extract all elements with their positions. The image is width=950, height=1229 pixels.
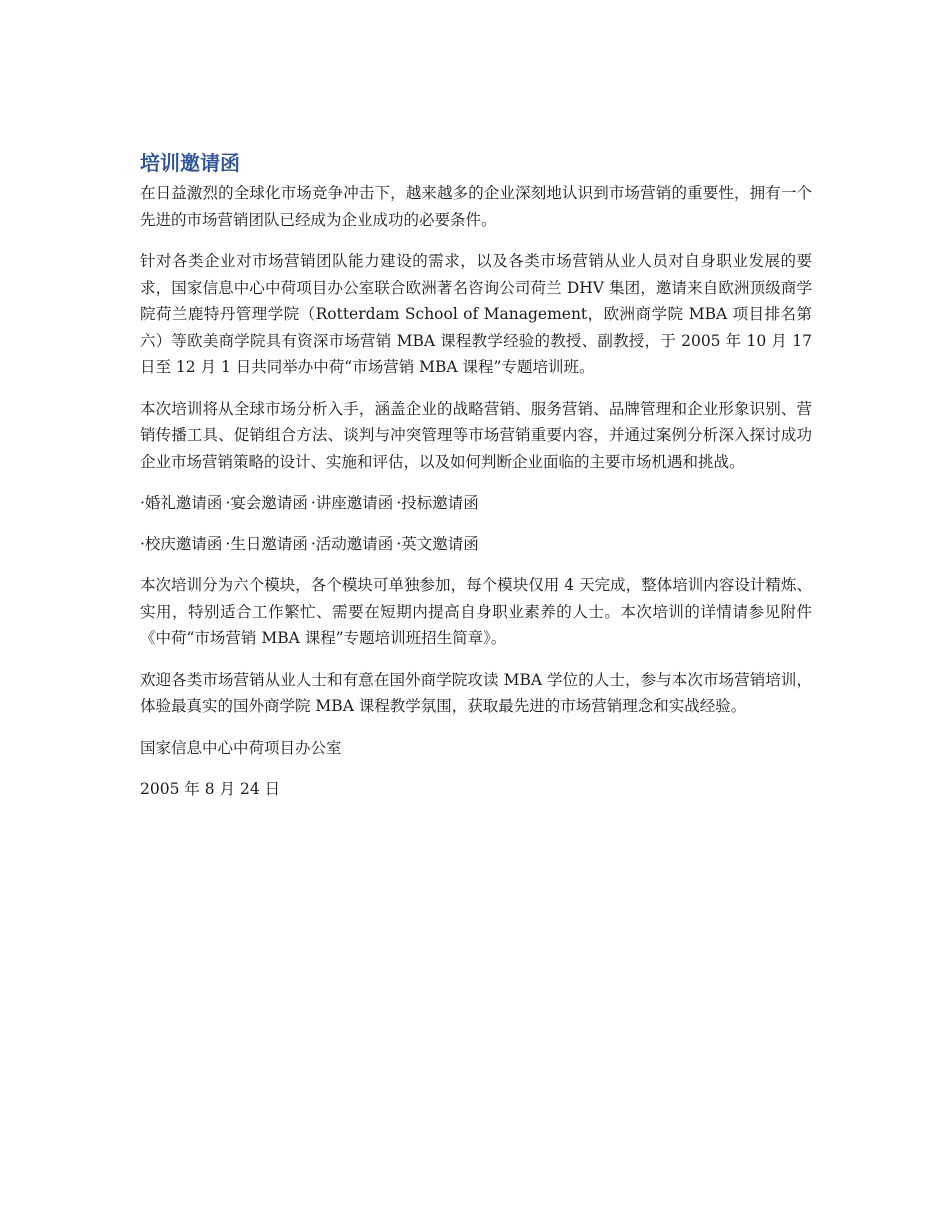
paragraph-content: 本次培训将从全球市场分析入手，涵盖企业的战略营销、服务营销、品牌管理和企业形象识别、营销传播工具、促销组合方法、谈判与冲突管理等市场营销重要内容，并通过案例分析深入探讨成功企业市场营销策略的设计、实施和评估，以及如何判断企业面临的主要市场机遇和挑战。 <box>140 399 812 471</box>
link-anniversary-invitation[interactable]: ·校庆邀请函 <box>140 535 223 553</box>
signature: 国家信息中心中荷项目办公室 <box>140 738 342 757</box>
link-english-invitation[interactable]: ·英文邀请函 <box>396 535 479 553</box>
paragraph-intro: 在日益激烈的全球化市场竞争冲击下，越来越多的企业深刻地认识到市场营销的重要性，拥有一个先进的市场营销团队已经成为企业成功的必要条件。 <box>140 184 812 229</box>
link-banquet-invitation[interactable]: ·宴会邀请函 <box>225 494 308 512</box>
related-links-row-1 <box>140 490 812 516</box>
date: 2005 年 8 月 24 日 <box>140 780 281 798</box>
link-wedding-invitation[interactable]: ·婚礼邀请函 <box>140 494 223 512</box>
document-title: 培训邀请函 <box>140 151 240 175</box>
paragraph-background: 针对各类企业对市场营销团队能力建设的需求，以及各类市场营销从业人员对自身职业发展的要求，国家信息中心中荷项目办公室联合欧洲著名咨询公司荷兰 DHV 集团，邀请来自欧洲顶级商学院荷兰鹿特丹管理学院（Rotterdam School of Management，欧洲商学院 MBA 项目排名第六）等欧美商学院具有资深市场营销 MBA 课程教学经验的教授、副教授，于 2005 年 10 月 17 日至 12 月 1 日共同举办中荷“市场营销 MBA 课程”专题培训班。 <box>140 252 812 376</box>
paragraph-welcome: 欢迎各类市场营销从业人士和有意在国外商学院攻读 MBA 学位的人士，参与本次市场营销培训，体验最真实的国外商学院 MBA 课程教学氛围，获取最先进的市场营销理念和实战经验。 <box>140 670 812 715</box>
link-lecture-invitation[interactable]: ·讲座邀请函 <box>310 494 394 512</box>
related-links-row-2 <box>140 531 812 557</box>
link-event-invitation[interactable]: ·活动邀请函 <box>310 535 394 553</box>
link-bid-invitation[interactable]: ·投标邀请函 <box>396 494 479 512</box>
document-page <box>140 148 812 818</box>
paragraph-modules: 本次培训分为六个模块，各个模块可单独参加，每个模块仅用 4 天完成，整体培训内容设计精炼、实用，特别适合工作繁忙、需要在短期内提高自身职业素养的人士。本次培训的详情请参见附件《中荷“市场营销 MBA 课程”专题培训班招生简章》。 <box>140 576 812 647</box>
link-birthday-invitation[interactable]: ·生日邀请函 <box>225 535 308 553</box>
